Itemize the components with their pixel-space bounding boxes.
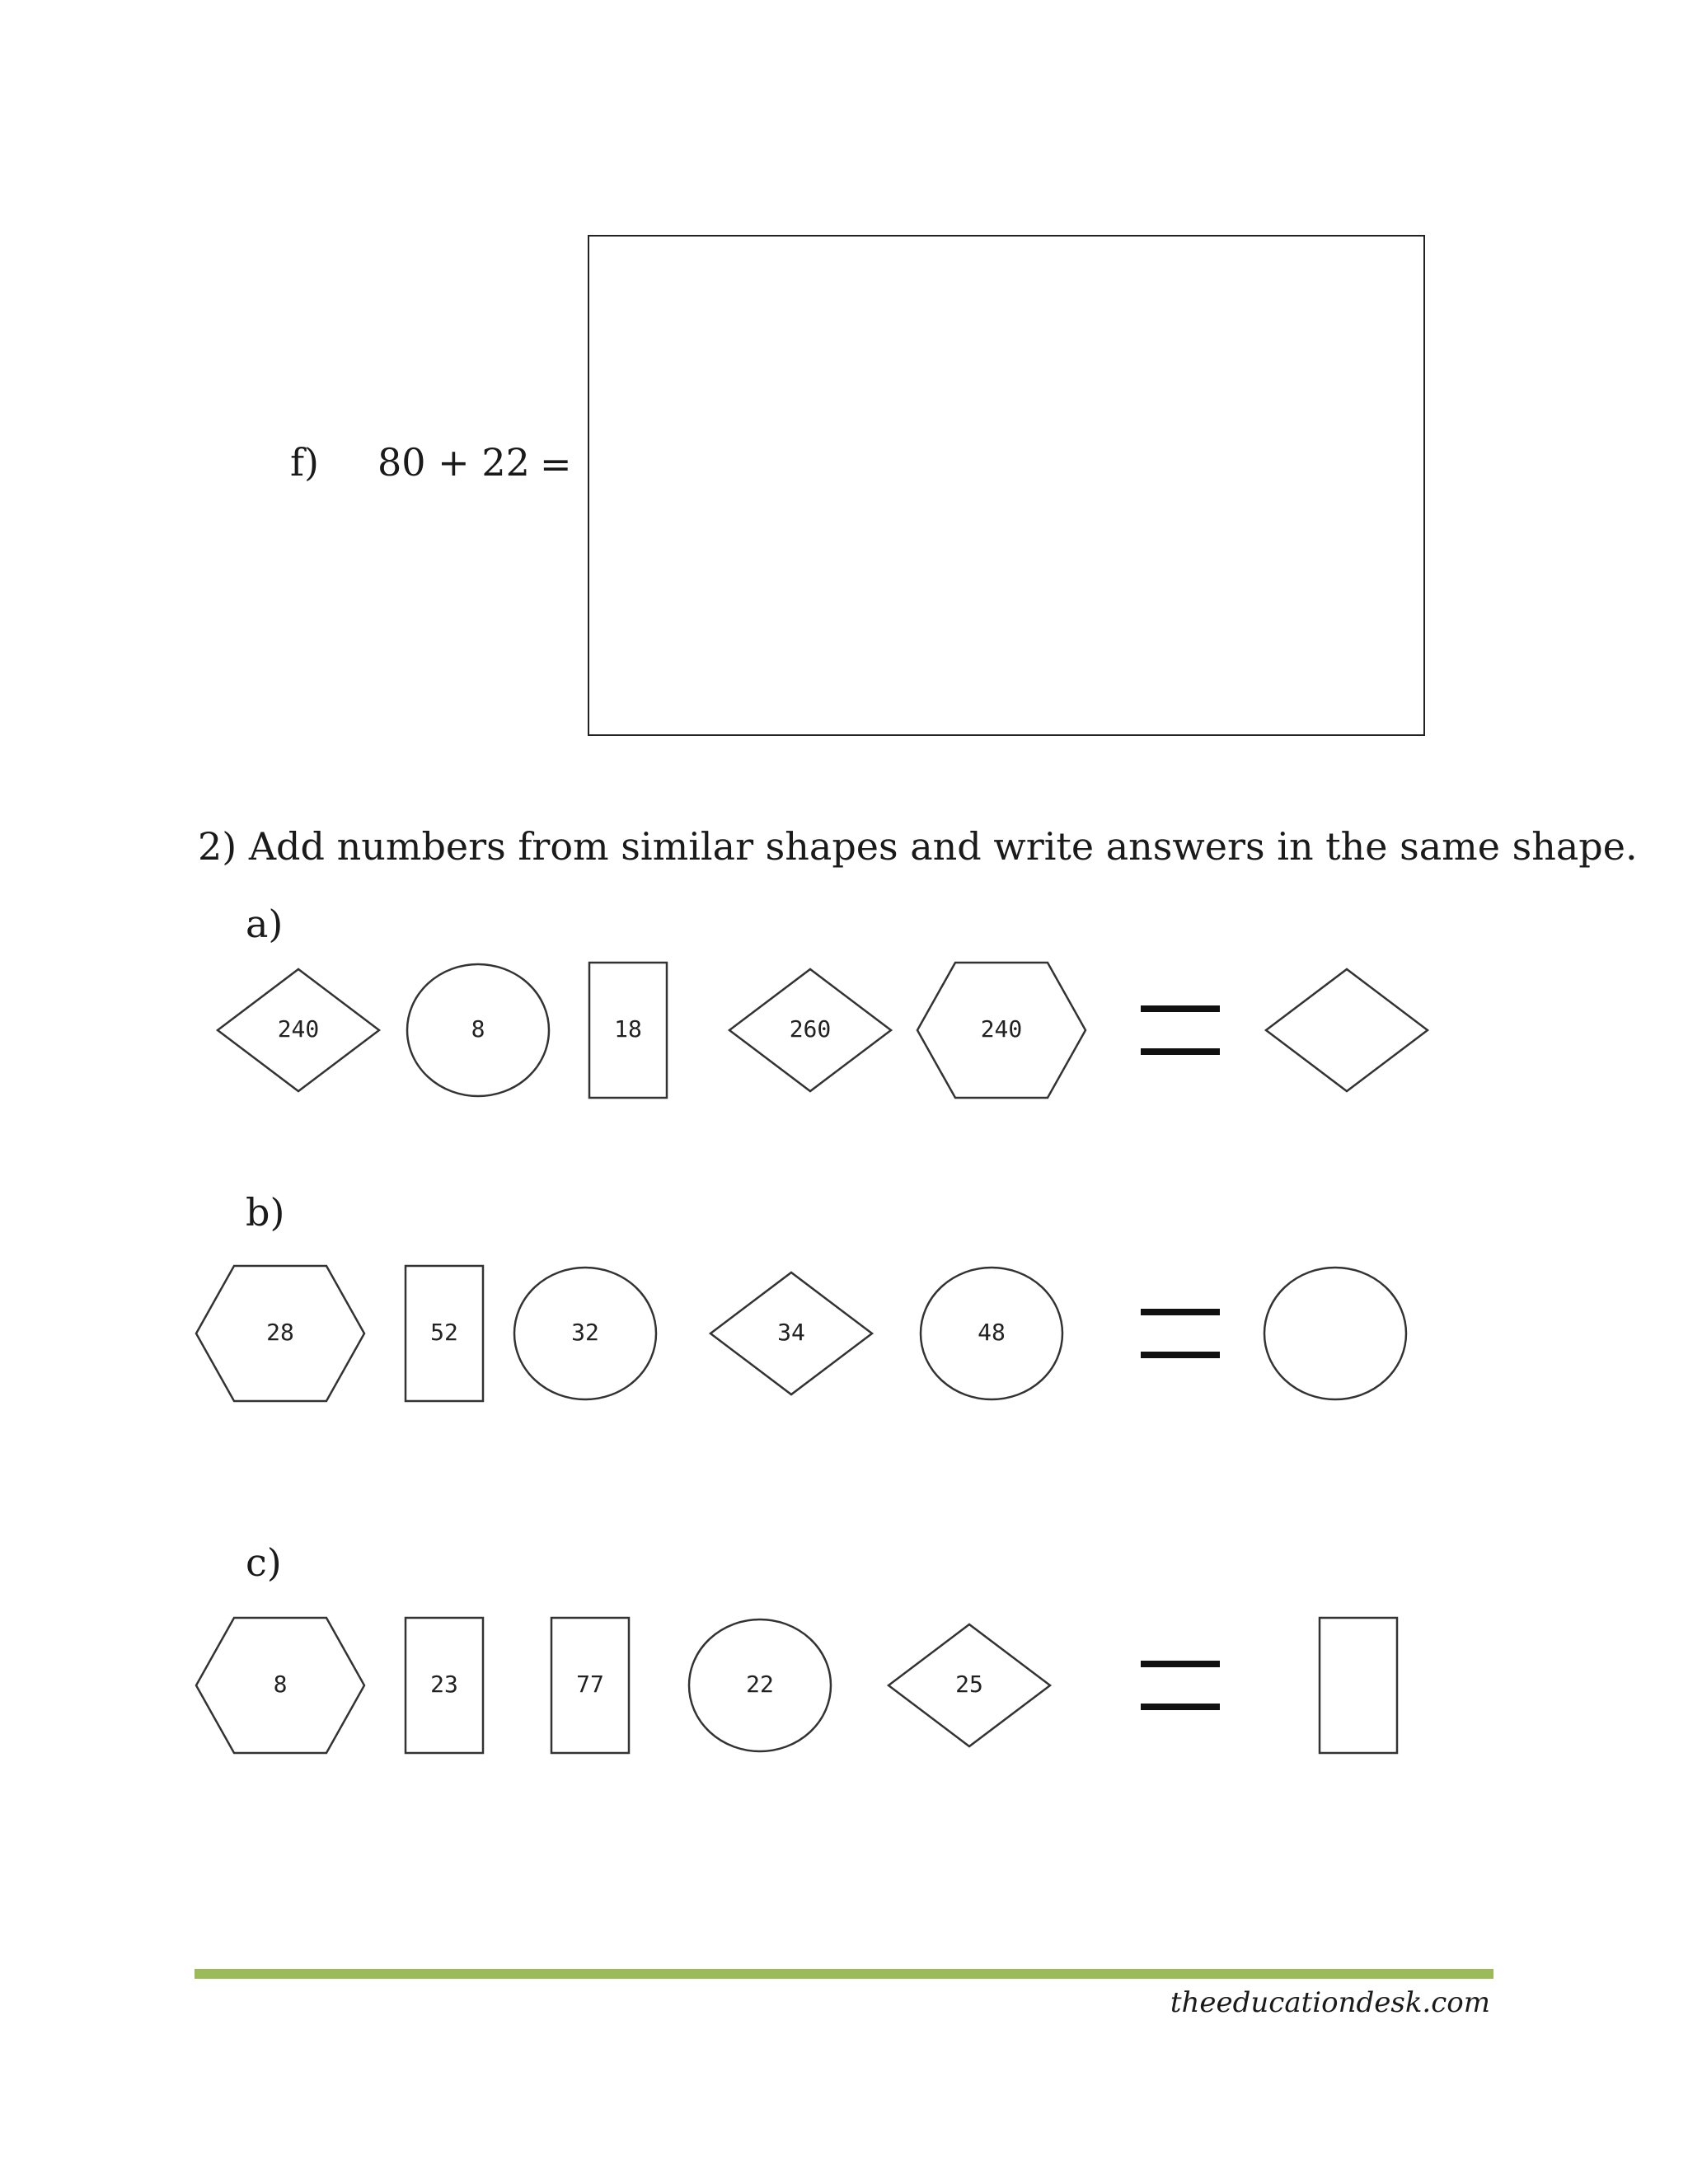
part-b-value-1: 28 — [266, 1319, 294, 1346]
part-a-value-1: 240 — [277, 1015, 320, 1043]
part-b-value-2: 52 — [430, 1319, 458, 1346]
question-f-label: f) — [290, 440, 319, 485]
part-c-value-4: 22 — [746, 1671, 774, 1698]
part-b-value-4: 34 — [777, 1319, 805, 1346]
shape-row-b — [196, 1266, 1406, 1401]
question-f-expression: 80 + 22 — [377, 440, 530, 485]
question-2-instruction: 2) Add numbers from similar shapes and write answers in the same shape. — [198, 824, 1638, 869]
part-a-label: a) — [246, 902, 284, 946]
question-f-equals-sign: = — [540, 442, 572, 486]
part-a-answer-diamond — [1266, 969, 1428, 1091]
shape-row-a — [218, 963, 1428, 1098]
part-c-answer-rectangle — [1320, 1618, 1397, 1753]
part-c-answer-shape[interactable] — [1320, 1618, 1397, 1753]
shape-row-c — [196, 1618, 1397, 1753]
part-c-value-5: 25 — [955, 1671, 983, 1698]
part-b-answer-circle — [1264, 1268, 1406, 1399]
part-b-answer-shape[interactable] — [1264, 1268, 1406, 1399]
footer-website: theeducationdesk.com — [1170, 1986, 1490, 2019]
part-b-label: b) — [246, 1190, 285, 1235]
part-b-value-3: 32 — [571, 1319, 599, 1346]
part-a-value-3: 18 — [614, 1015, 642, 1043]
part-c-value-2: 23 — [430, 1671, 458, 1698]
part-a-value-5: 240 — [980, 1015, 1023, 1043]
part-c-value-1: 8 — [273, 1671, 288, 1698]
part-c-label: c) — [246, 1540, 282, 1585]
part-a-value-4: 260 — [789, 1015, 832, 1043]
part-c-value-3: 77 — [576, 1671, 604, 1698]
part-b-value-5: 48 — [978, 1319, 1006, 1346]
part-a-answer-shape[interactable] — [1266, 969, 1428, 1091]
part-a-value-2: 8 — [471, 1015, 485, 1043]
footer-rule — [195, 1969, 1493, 1979]
